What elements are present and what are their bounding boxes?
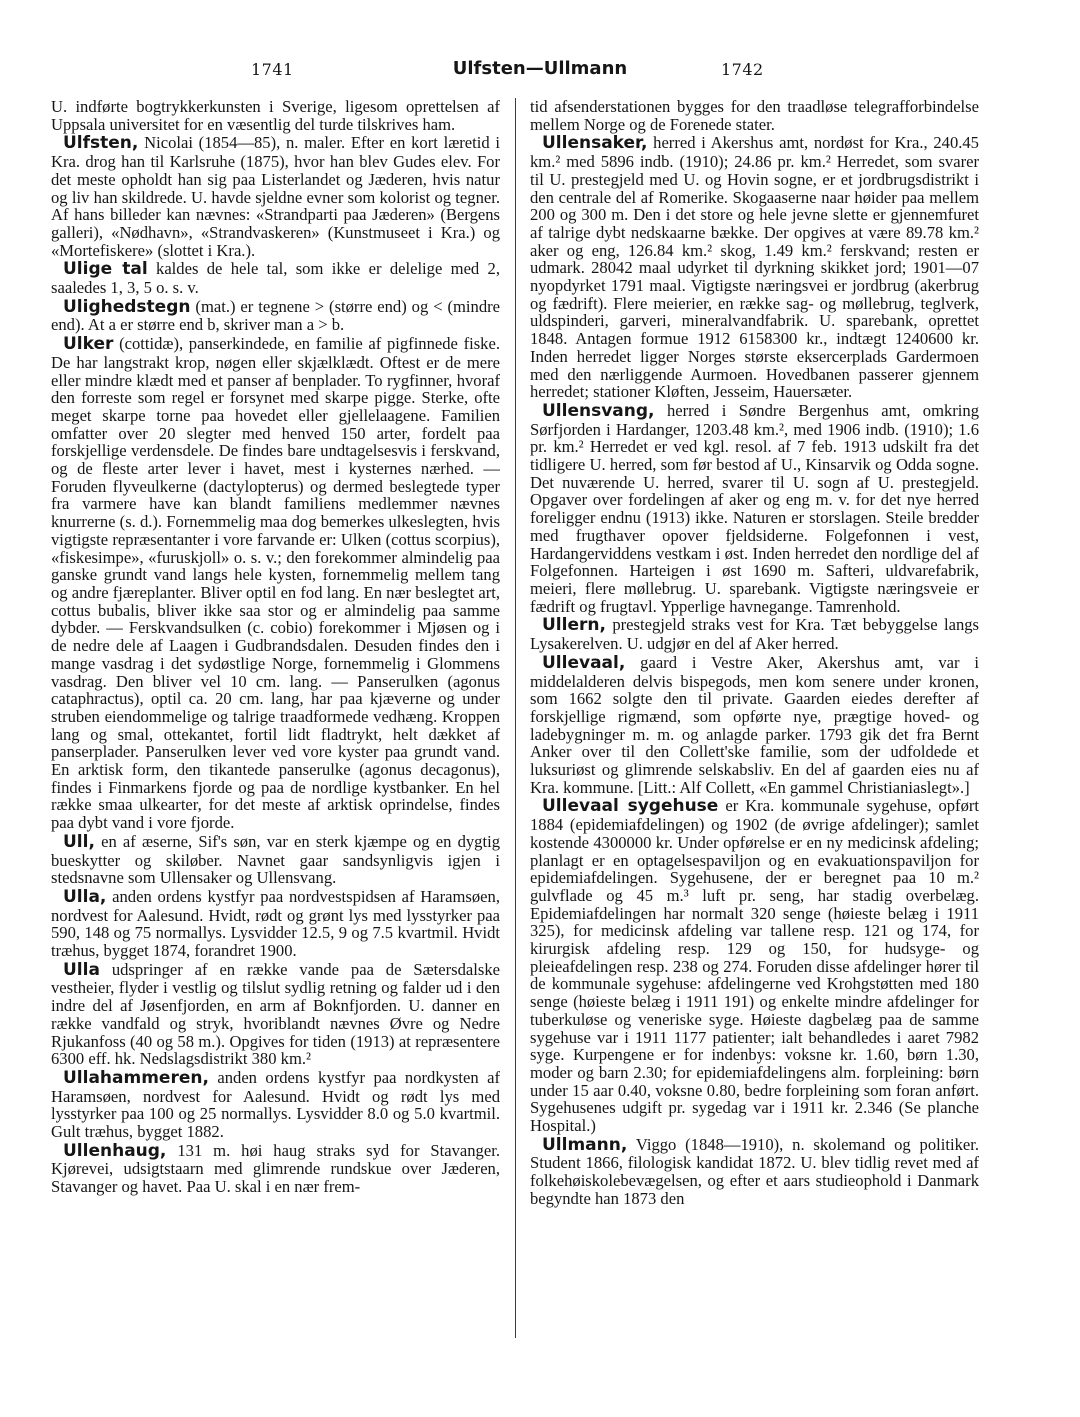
dictionary-entry — [51, 134, 500, 259]
dictionary-entry — [530, 134, 979, 401]
entry-text: Viggo (1848—1910), n. skolemand og politiker. Student 1866, filologisk kandidat 1872. U. blev tidlig revet med af folkehøiskolebevægelsen, og efter et aars studieophold i Danmark begyndte han 1873 den — [530, 1134, 979, 1208]
entry-headword: Ullevaal sygehuse — [542, 796, 719, 817]
entry-headword: Ullern, — [542, 615, 606, 636]
dictionary-entry — [530, 1136, 979, 1208]
entry-text: Nicolai (1854—85), n. maler. Efter en kort læretid i Kra. drog han til Karlsruhe (1875), hvor han blev Gudes elev. For det meste opholdt han sig paa Listerlandet og Jæderen, hvis natur og liv han skildrede. U. havde sjeldne evner som kolorist og tegner. Af hans billeder kan nævnes: «Strandparti paa Jæderen» (Bergens galleri), «Nødhavn», «Strandvaskeren» (Kunstmuseet i Kra.) og «Mortefiskere» (slottet i Kra.). — [51, 133, 500, 260]
entry-headword: Ulfsten, — [63, 133, 139, 154]
dictionary-entry — [51, 98, 500, 133]
entry-headword: Ull, — [63, 831, 95, 852]
running-title: Ulfsten—Ullmann — [452, 58, 628, 79]
dictionary-entry — [51, 1069, 500, 1141]
dictionary-entry — [51, 335, 500, 832]
entry-headword: Ullmann, — [542, 1134, 628, 1155]
dictionary-entry — [530, 402, 979, 615]
entry-headword: Ulige tal — [63, 259, 148, 280]
dictionary-entry — [530, 98, 979, 133]
entry-text: en af æserne, Sif's søn, var en sterk kjæmpe og en dygtig bueskytter og skiløber. Navnet gaar sandsynligvis igjen i stedsnavne som Ullensaker og Ullensvang. — [51, 831, 500, 888]
entry-headword: Ulker — [63, 334, 114, 355]
left-column — [51, 98, 500, 1398]
entry-text: herred i Akershus amt, nordøst for Kra., 240.45 km.² med 5896 indb. (1910); 24.86 pr. km.² Herredet, som svarer til U. prestegjeld med U. og Hovin sogne, er et jordbrugsdistrikt i den centrale del af Romerike. Skogaaserne naar høider paa mellem 200 og 300 m. Den i det store og hele jevne slette er gjennemfuret af talrige dybt nedskaarne bække. Der opgives at være 89.78 km.² aker og eng, 126.84 km.² skog, 1.49 km.² ferskvand; resten er udmark. 28042 maal udyrket til dyrkning skikket jord; 1901—07 nyopdyrket 1791 maal. Vigtigste næringsvei er jordbrug (akerbrug og fædrift). Flere meierier, en række sag- og møllebrug, teglverk, uldspinderi, garveri, mineralvandfabrik. U. sparebank, oprettet 1848. Antagen formue 1912 6158300 kr., indtægt 1240600 kr. Inden herredet ligger Norges største eksercerplads Gardermoen med den nærliggende Aurmoen. Hovedbanen passerer gjennem herredet; stationer Kløften, Jesseim, Hauersæter. — [530, 133, 979, 402]
entry-headword: Ullahammeren, — [63, 1067, 209, 1088]
dictionary-entry — [530, 797, 979, 1134]
entry-text: anden ordens kystfyr paa nordkysten af Haramsøen, nordvest for Aalesund. Hvidt og rødt lys med lysstyrker paa 100 og 25 normallys. Lysvidder 8.0 og 5.0 kvartmil. Gult træhus, bygget 1882. — [51, 1067, 500, 1142]
page-number-right: 1742 — [721, 60, 764, 79]
page-header — [0, 58, 1080, 82]
dictionary-entry — [51, 961, 500, 1068]
entry-headword: Ullevaal, — [542, 652, 626, 673]
entry-headword: Ulla, — [63, 886, 107, 907]
entry-text: gaard i Vestre Aker, Akershus amt, var i middelalderen delvis bispegods, men kom senere under kronen, som 1662 solgte den til private. Gaarden eiedes derefter af forskjellige rigmænd, som opførte nye, prægtige hoved- og ladebygninger m. m. og anlagde parker. 1793 gik det fra Bernt Anker over til den Collett'ske familie, som der udfoldede et luksuriøst og glimrende selskabsliv. En del af gaarden eies nu af Kra. kommune. [Litt.: Alf Collett, «En gammel Christianiaslegt».] — [530, 652, 979, 797]
dictionary-entry — [530, 654, 979, 797]
entry-text: U. indførte bogtrykkerkunsten i Sverige, ligesom oprettelsen af Uppsala universitet for en væsentlig del turde tilskrives ham. — [51, 98, 500, 134]
entry-text: prestegjeld straks vest for Kra. Tæt bebyggelse langs Lysakerelven. U. udgjør en del af Aker herred. — [530, 615, 979, 654]
entry-headword: Ulla — [63, 959, 100, 980]
dictionary-entry — [51, 1142, 500, 1196]
entry-text: anden ordens kystfyr paa nordvestspidsen af Haramsøen, nordvest for Aalesund. Hvidt, rødt og grønt lys med lysstyrker paa 590, 148 og 75 normallys. Lysvidder 12.5, 9 og 7.5 kvartmil. Hvidt træhus, bygget 1874, forandret 1900. — [51, 886, 500, 961]
dictionary-entry — [530, 616, 979, 652]
entry-text: (mat.) er tegnene > (større end) og < (mindre end). At a er større end b, skriver man a > b. — [51, 296, 500, 335]
column-divider — [515, 98, 516, 1338]
entry-text: herred i Søndre Bergenhus amt, omkring Sørfjorden i Hardanger, 1203.48 km.², med 1906 indb. (1910); 1.6 pr. km.² Herredet er ved kgl. resol. af 7 feb. 1913 udskilt fra det tidligere U. herred, som før bestod af U., Kinsarvik og Odda sogne. Det nuværende U. herred, svarer til U. sogn af U. prestegjeld. Opgaver over fordelingen af aker og eng m. v. for det nye herred foreligger endnu (1913) ikke. Naturen er storslagen. Steile bredder med frugthaver opover fjeldsiderne. Folgefonnen i vest, Hardangerviddens vestkam i øst. Inden herredet den nordlige del af Folgefonnen. Harteigen i øst 1690 m. Safteri, uldvarefabrik, meieri, flere møllebrug. U. sparebank. Vigtigste næringsveie er fædrift og frugtavl. Ypperlige havnegange. Tamrenhold. — [530, 400, 979, 616]
entry-headword: Ulighedstegn — [63, 296, 191, 317]
entry-headword: Ullensvang, — [542, 400, 655, 421]
entry-text: udspringer af en række vande paa de Sætersdalske vestheier, flyder i vestlig og tilslut sydlig retning og falder ud i den indre del af Jøsenfjorden, en arm af Boknfjorden. U. danner en række vandfald og stryk, hvoriblandt nævnes Øvre og Nedre Rjukanfoss (40 og 58 m.). Opgives for tiden (1913) at repræsentere 6300 eff. hk. Nedslagsdistrikt 380 km.² — [51, 959, 500, 1069]
dictionary-entry — [51, 298, 500, 334]
entry-text: tid afsenderstationen bygges for den traadløse telegrafforbindelse mellem Norge og de Forenede stater. — [530, 98, 979, 134]
entry-headword: Ullenhaug, — [63, 1140, 167, 1161]
entry-text: kaldes de hele tal, som ikke er delelige med 2, saaledes 1, 3, 5 o. s. v. — [51, 259, 500, 298]
entry-text: 131 m. høi haug straks syd for Stavanger. Kjørevei, udsigtstaarn med glimrende rundskue over Jæderen, Stavanger og havet. Paa U. skal i en nær frem- — [51, 1140, 500, 1197]
page-number-left: 1741 — [251, 60, 294, 79]
dictionary-entry — [51, 888, 500, 960]
entry-text: er Kra. kommunale sygehuse, opført 1884 (epidemiafdelingen) og 1902 (de øvrige afdelinger); samlet kostende 4300000 kr. Under opførelse er en ny medicinsk afdeling; planlagt er en optagelsespaviljon og en evakuationspaviljon for epidemiafdelingen. Sygehusene, der er beregnet paa 10 m.² gulvflade og 45 m.³ luft pr. seng, har stadig overbelæg. Epidemiafdelingen har normalt 320 senge (høieste belæg i 1911 325), for medicinsk afdeling var tallene resp. 121 og 174, for kirurgisk afdeling resp. 129 og 150, for hudsyge- og pleieafdelingen resp. 238 og 274. Foruden disse afdelinger hører til de kommunale sygehuse: afdelingerne ved Krohgstøtten med 180 senge (høieste belæg i 1911 191) og enkelte mindre afdelinger for tuberkuløse og veneriske syge. Høieste dagbelæg paa de samme sygehuse var i 1911 1177 patienter; ialt behandledes i aaret 7982 syge. Kurpengene er for indenbys: voksne kr. 1.60, børn 1.30, moder og barn 2.30; for epidemiafdelingens alm. forpleining: børn under 15 aar 0.40, voksne 0.80, bedre forpleining som foran anført. Sygehusenes udgift pr. sygedag var i 1911 kr. 2.346 (Se planche Hospital.) — [530, 796, 979, 1136]
dictionary-entry — [51, 260, 500, 296]
entry-text: (cottidæ), panserkindede, en familie af pigfinnede fiske. De har langstrakt krop, nøgen eller skjælklædt. Oftest er de mere eller mindre klædt med et panser af benplader. To rygfinner, hvoraf den forreste som regel er forsynet med skarpe pigge. Sterke, ofte meget skarpe torne paa hovedet eller gjellelaagene. Familien omfatter over 20 slegter med henved 150 arter, fordelt paa forskjellige verdensdele. De findes bare undtagelsesvis i ferskvand, og de fleste arter lever i havet, mest i kysternes nærhed. — Foruden flyveulkerne (dactylopterus) og dermed beslegtede typer fra varmere have kan blandt familiens medlemmer nævnes knurrerne (s. d.). Fornemmelig maa dog bemerkes ulkeslegten, hvis vigtigste repræsentanter i vore farvande er: Ulken (cottus scorpius), «fiskesimpe», «furuskjoll» o. s. v.; den forekommer almindelig paa ganske grundt vand langs hele kysten, fornemmelig mellem tang og andre fjæreplanter. Bliver optil en fod lang. En nær beslegtet art, cottus bubalis, bliver ikke saa stor og er almindelig paa samme dybder. — Ferskvandsulken (c. cobio) forekommer i Mjøsen og i de nedre dele af Laagen i Gudbrandsdalen. Desuden findes den i mange vasdrag i det sydøstlige Norge, fornemmelig i Glommens vasdrag. Den bliver vel 10 cm. lang. — Panserulken (agonus cataphractus), optil ca. 20 cm. lang, har paa kjæverne og under struben eiendommelige og talrige traadformede vedhæng. Kroppen lang og smal, ottekantet, fortil lidt fladtrykt, helt dækket af panserplader. Panserulken lever ved vore kyster paa grundt vand. En arktisk form, den tikantede panserulke (agonus decagonus), findes i Finmarkens fjorde og paa de nordlige kystbanker. En hel række smaa ulkearter, for det meste af arktisk oprindelse, findes paa dybt vand i vore fjorde. — [51, 334, 500, 833]
entry-headword: Ullensaker, — [542, 133, 648, 154]
dictionary-entry — [51, 833, 500, 887]
right-column — [530, 98, 979, 1398]
